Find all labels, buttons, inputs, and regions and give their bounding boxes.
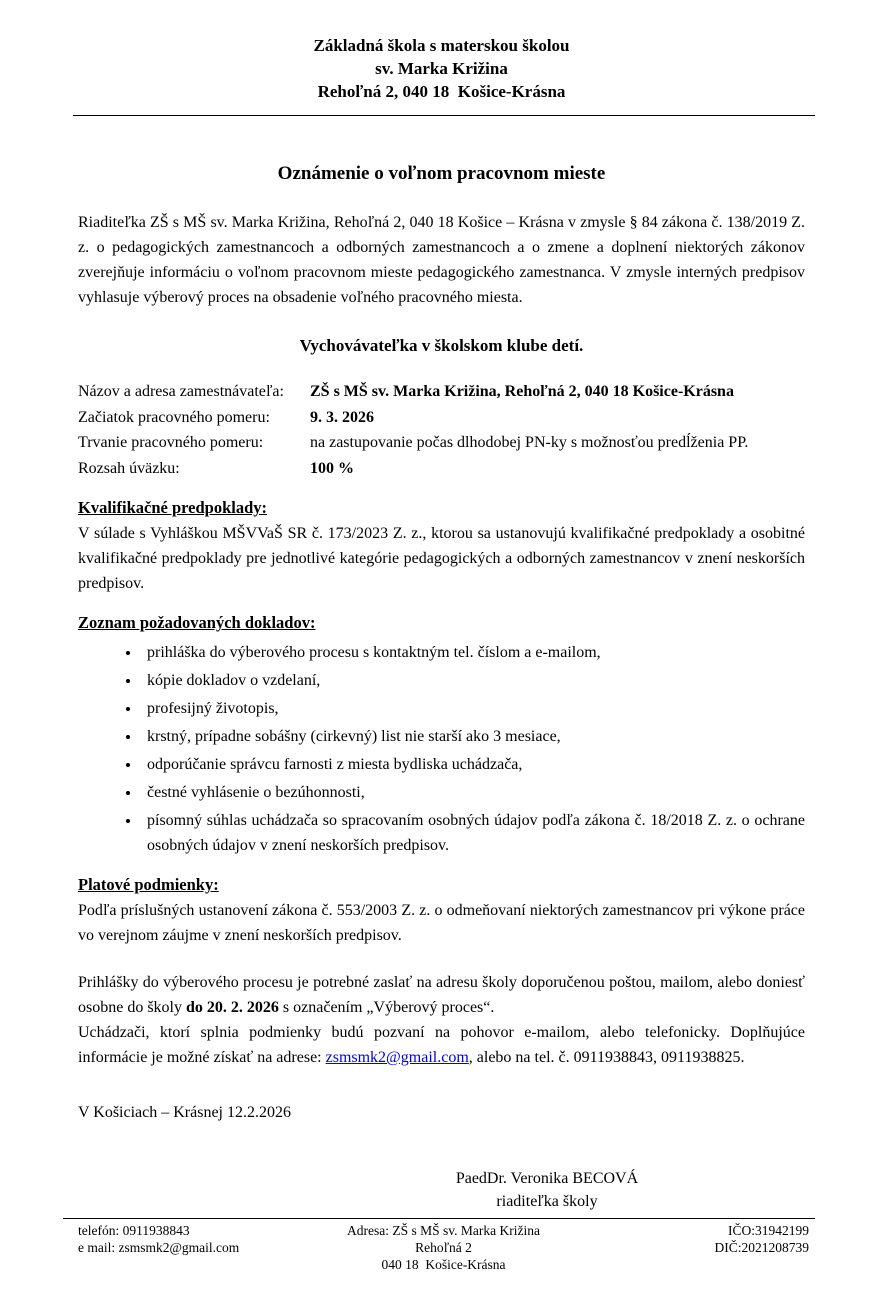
closing-paragraph-1: [78, 970, 805, 1020]
place-date: V Košiciach – Krásnej 12.2.2026: [78, 1104, 291, 1121]
detail-value: 100 %: [310, 459, 354, 477]
detail-row-employer: [78, 379, 805, 405]
footer: [63, 1218, 815, 1273]
section-heading-salary: Platové podmienky:: [78, 875, 219, 894]
signature-role: riaditeľka školy: [496, 1193, 598, 1210]
header-separator: [73, 115, 815, 116]
section-documents: [78, 612, 805, 858]
section-heading-documents: Zoznam požadovaných dokladov:: [78, 613, 316, 632]
spacer: [78, 948, 805, 970]
detail-row-workload: [78, 456, 805, 482]
detail-label: Rozsah úväzku:: [78, 459, 180, 477]
section-salary: [78, 874, 805, 948]
footer-dic: DIČ:2021208739: [714, 1240, 810, 1255]
detail-label: Názov a adresa zamestnávateľa:: [78, 383, 284, 400]
document-title: Oznámenie o voľnom pracovnom mieste: [277, 163, 606, 184]
email-link[interactable]: zsmsmk2@gmail.com: [325, 1049, 469, 1066]
closing-text: , alebo na tel. č. 0911938843, 0911938825.: [468, 1049, 745, 1066]
letterhead-line-2: sv. Marka Križina: [375, 59, 508, 78]
qualifications-text: V súlade s Vyhláškou MŠVVaŠ SR č. 173/2023 Z. z., ktorou sa ustanovujú kvalifikačné predpoklady a osobitné kvalifikačné predpoklady pre jednotlivé kategórie pedagogických a odborných zamestnancov v znení neskorších predpisov.: [78, 525, 805, 592]
detail-row-start-date: [78, 405, 805, 431]
footer-address-line-1: Adresa: ZŠ s MŠ sv. Marka Križina: [347, 1223, 540, 1238]
list-item: • písomný súhlas uchádzača so spracovaním osobných údajov podľa zákona č. 18/2018 Z. z. o ochrane osobných údajov v znení neskorších predpisov.: [141, 808, 805, 858]
footer-address-line-2: Rehoľná 2: [415, 1240, 472, 1255]
letterhead: [78, 34, 805, 103]
deadline-text: do 20. 2. 2026: [186, 999, 279, 1016]
detail-value: na zastupovanie počas dlhodobej PN-ky s možnosťou predĺženia PP.: [310, 434, 749, 451]
section-qualifications: [78, 497, 805, 596]
signature-name: PaedDr. Veronika BECOVÁ: [455, 1170, 639, 1187]
closing-block: [78, 970, 805, 1070]
detail-label: Začiatok pracovného pomeru:: [78, 408, 270, 426]
detail-label: Trvanie pracovného pomeru:: [78, 434, 264, 451]
closing-text: Prihlášky do výberového procesu je potrebné zaslať na adresu školy doporučenou poštou, mailom, alebo doniesť osobne do školy: [78, 974, 805, 1016]
list-item: • prihláška do výberového procesu s kontaktným tel. číslom a e-mailom,: [141, 640, 805, 665]
section-heading-qualifications: Kvalifikačné predpoklady:: [78, 498, 268, 517]
footer-contact: [63, 1222, 322, 1273]
footer-email: e mail: zsmsmk2@gmail.com: [78, 1240, 240, 1255]
footer-ico: IČO:31942199: [728, 1223, 810, 1238]
document-list: [78, 640, 805, 858]
footer-address: [322, 1222, 566, 1273]
closing-text: Uchádzači, ktorí splnia podmienky budú pozvaní na pohovor e-mailom, alebo telefonicky. Doplňujúce informácie je možné získať na adrese:: [78, 1024, 805, 1066]
detail-value: ZŠ s MŠ sv. Marka Križina, Rehoľná 2, 040 18 Košice-Krásna: [310, 383, 734, 400]
signature-block: [361, 1167, 733, 1213]
list-item: • odporúčanie správcu farnosti z miesta bydliska uchádzača,: [141, 752, 805, 777]
detail-row-duration: [78, 430, 805, 456]
position-title: Vychovávateľka v školskom klube detí.: [299, 336, 584, 355]
intro-paragraph: Riaditeľka ZŠ s MŠ sv. Marka Križina, Rehoľná 2, 040 18 Košice – Krásna v zmysle § 84 zákona č. 138/2019 Z. z. o pedagogických zamestnancoch a odborných zamestnancoch a o zmene a doplnení niektorých zákonov zverejňuje informáciu o voľnom pracovnom mieste pedagogického zamestnanca. V zmysle interných predpisov vyhlasuje výberový proces na obsadenie voľného pracovného miesta.: [78, 214, 805, 306]
salary-text: Podľa príslušných ustanovení zákona č. 553/2003 Z. z. o odmeňovaní niektorých zamestnancov pri výkone práce vo verejnom záujme v znení neskorších predpisov.: [78, 902, 805, 944]
footer-registration: [565, 1222, 815, 1273]
letterhead-line-3: Rehoľná 2, 040 18 Košice-Krásna: [317, 82, 566, 101]
detail-value: 9. 3. 2026: [310, 408, 374, 426]
closing-text: s označením „Výberový proces“.: [278, 999, 495, 1016]
footer-phone: telefón: 0911938843: [78, 1223, 190, 1238]
footer-address-line-3: 040 18 Košice-Krásna: [381, 1257, 506, 1272]
list-item: • čestné vyhlásenie o bezúhonnosti,: [141, 780, 805, 805]
details-block: [78, 379, 805, 481]
list-item: • profesijný životopis,: [141, 696, 805, 721]
closing-paragraph-2: [78, 1020, 805, 1070]
list-item: • kópie dokladov o vzdelaní,: [141, 668, 805, 693]
list-item: • krstný, prípadne sobášny (cirkevný) list nie starší ako 3 mesiace,: [141, 724, 805, 749]
letterhead-line-1: Základná škola s materskou školou: [313, 36, 570, 55]
